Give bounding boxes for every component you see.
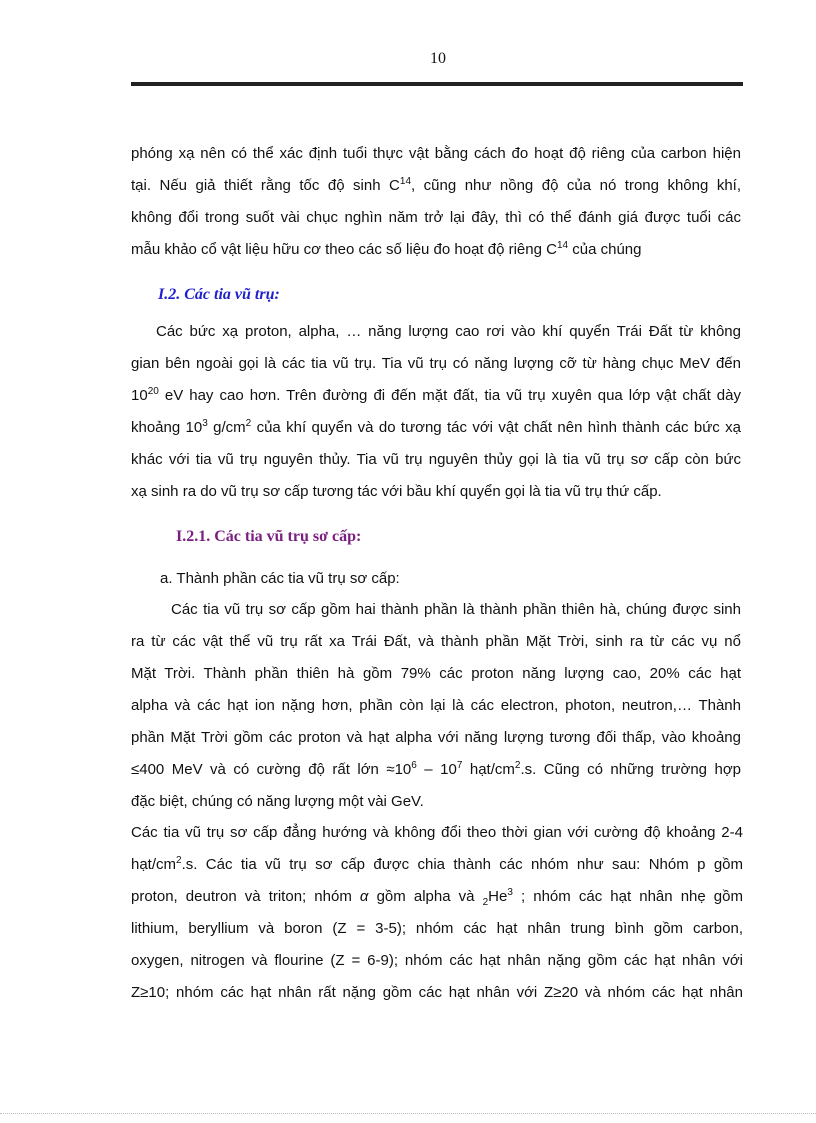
text-line: hạt/$cm^2.s$. Các tia vũ trụ sơ cấp được chia thành các nhóm như sau: Nhóm p gồm — [131, 855, 743, 873]
text-line: $10^{20}$ eV hay cao hơn. Trên đường đi đến mặt đất, tia vũ trụ xuyên qua lớp vật chất dày — [131, 386, 741, 404]
text-line: phần Mặt Trời gồm các proton và hạt alpha với năng lượng tương đối thấp, vào khoảng — [131, 729, 741, 746]
section-heading-1-2-1: I.2.1. Các tia vũ trụ sơ cấp: — [176, 528, 362, 545]
text-line: lithium, beryllium và boron (Z = 3-5); nhóm các hạt nhân trung bình gồm carbon, — [131, 920, 743, 937]
text-line: Các tia vũ trụ sơ cấp gồm hai thành phần là thành phần thiên hà, chúng được sinh — [171, 601, 741, 618]
text-line: Mặt Trời. Thành phần thiên hà gồm 79% các proton năng lượng cao, 20% các hạt — [131, 665, 741, 682]
section-1-2-1-paragraph-a — [131, 594, 741, 818]
text-line: phóng xạ nên có thể xác định tuổi thực vật bằng cách đo hoạt độ riêng của carbon hiện — [131, 145, 741, 162]
text-line: oxygen, nitrogen và flourine (Z = 6-9); nhóm các hạt nhân nặng gồm các hạt nhân với — [131, 952, 743, 969]
text-line: ≤400 MeV và có cường độ rất lớn $\approx 10^6 - 10^7$ hạt/$cm^2.s$. Cũng có những trường hợp — [131, 760, 742, 778]
section-heading-1-2: I.2. Các tia vũ trụ: — [158, 286, 280, 303]
subheading-a: a. Thành phần các tia vũ trụ sơ cấp: — [160, 570, 400, 587]
section-1-2-1-paragraph-b — [131, 817, 743, 1009]
text-line: Các bức xạ proton, alpha, … năng lượng cao rơi vào khí quyển Trái Đất từ không — [156, 323, 741, 340]
text-line: tại. Nếu giả thiết rằng tốc độ $\sinh C^{14}$, cũng như nồng độ của nó trong không khí, — [131, 176, 741, 194]
text-line: đặc biệt, chúng có năng lượng một vài GeV. — [131, 793, 424, 810]
text-line: alpha và các hạt ion nặng hơn, phần còn lại là các electron, photon, neutron,… Thành — [131, 697, 741, 714]
text-line: ra từ các vật thể vũ trụ rất xa Trái Đất, và thành phần Mặt Trời, sinh ra từ các vụ nổ — [131, 633, 741, 650]
page-bottom-border — [0, 1113, 816, 1114]
text-line: khoảng $10^3$ $g/cm^2$ của khí quyển và do tương tác với vật chất nên hình thành các bức xạ — [131, 418, 741, 436]
text-line: không đổi trong suốt vài chục nghìn năm trở lại đây, thì có thể đánh giá được tuổi các — [131, 209, 741, 226]
text-line: khác với tia vũ trụ nguyên thủy. Tia vũ trụ nguyên thủy gọi là tia vũ trụ sơ cấp còn bức — [131, 451, 741, 468]
text-line: mẫu khảo cổ vật liệu hữu cơ theo các số liệu đo hoạt độ riêng $C^{14}$ của chúng — [131, 240, 642, 258]
text-line: Các tia vũ trụ sơ cấp đẳng hướng và không đổi theo thời gian với cường độ khoảng 2-4 — [131, 824, 743, 841]
page-number: 10 — [430, 50, 446, 67]
section-1-2-paragraph — [131, 316, 741, 508]
intro-paragraph — [131, 138, 741, 266]
text-line: proton, deutron và triton; nhóm α gồm alpha và $_2He^3$ ; nhóm các hạt nhân nhẹ gồm — [131, 887, 743, 908]
text-line: xạ sinh ra do vũ trụ sơ cấp tương tác với bầu khí quyển gọi là tia vũ trụ thứ cấp. — [131, 483, 662, 500]
text-line: Z≥10; nhóm các hạt nhân rất nặng gồm các hạt nhân với Z≥20 và nhóm các hạt nhân — [131, 984, 743, 1001]
text-line: gian bên ngoài gọi là các tia vũ trụ. Tia vũ trụ có năng lượng cỡ từ hàng chục MeV đến — [131, 355, 741, 372]
header-rule — [131, 82, 743, 86]
